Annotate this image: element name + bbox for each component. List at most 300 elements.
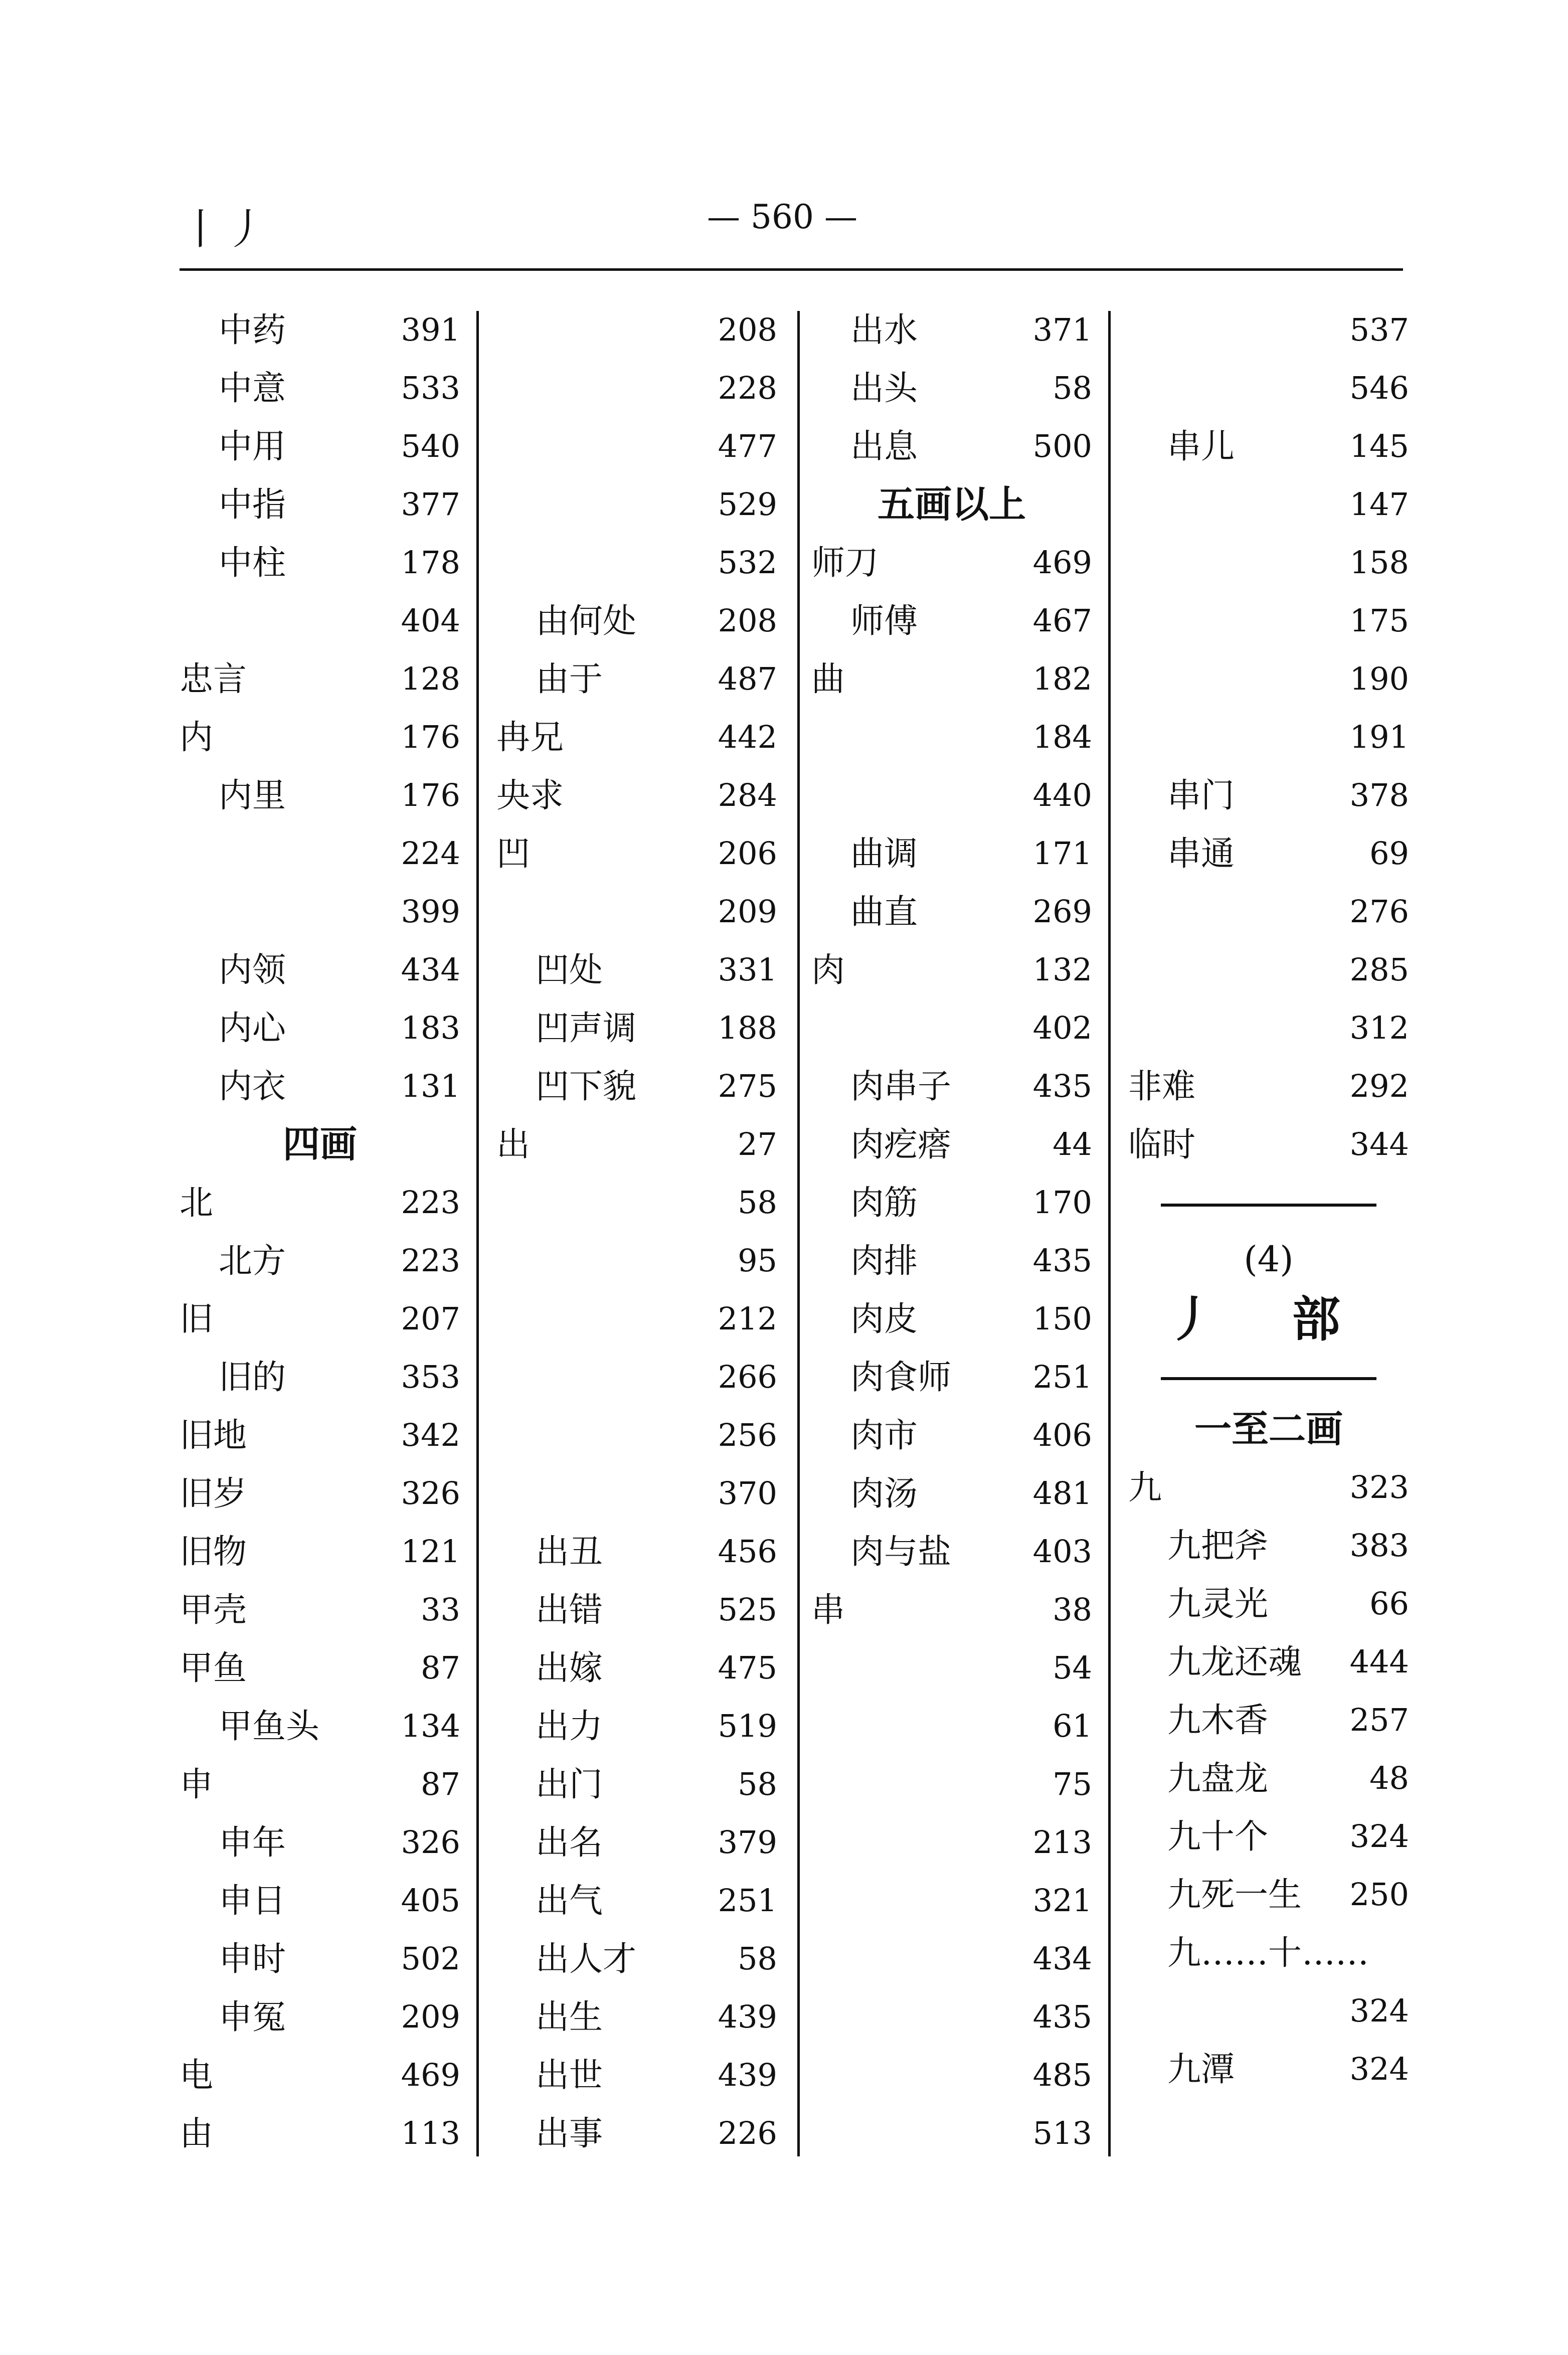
index-entry xyxy=(811,766,1092,824)
index-entry xyxy=(1128,475,1409,534)
index-entry xyxy=(180,1057,460,1115)
entry-page: 132 xyxy=(1032,951,1092,988)
entry-term: 由 xyxy=(180,2114,213,2153)
entry-term: 旧物 xyxy=(180,1532,247,1571)
index-entry xyxy=(496,417,777,475)
index-entry xyxy=(180,1697,460,1755)
entry-term: 出头 xyxy=(850,369,918,408)
entry-term: 电 xyxy=(180,2056,213,2095)
index-entry xyxy=(1128,1749,1409,1807)
entry-page: 377 xyxy=(401,486,460,523)
entry-page: 147 xyxy=(1349,486,1409,523)
entry-page: 95 xyxy=(738,1242,777,1279)
entry-term: 出息 xyxy=(850,427,918,466)
entry-page: 324 xyxy=(1349,1818,1409,1855)
index-entry xyxy=(180,1173,460,1232)
index-entry xyxy=(496,708,777,766)
entry-page: 257 xyxy=(1349,1702,1409,1738)
entry-page: 405 xyxy=(401,1882,460,1919)
entry-term: 甲壳 xyxy=(180,1590,247,1629)
entry-page: 324 xyxy=(1349,2051,1409,2087)
entry-page: 379 xyxy=(718,1824,777,1861)
index-entry xyxy=(180,359,460,417)
entry-page: 209 xyxy=(718,893,777,930)
entry-page: 537 xyxy=(1349,311,1409,348)
stroke-heading: 五画以上 xyxy=(878,483,1026,526)
entry-term: 出名 xyxy=(536,1823,603,1862)
entry-page: 444 xyxy=(1349,1643,1409,1680)
entry-term: 央求 xyxy=(496,776,564,815)
entry-page: 208 xyxy=(718,602,777,639)
index-entry xyxy=(496,1639,777,1697)
entry-page: 191 xyxy=(1349,719,1409,755)
entry-page: 58 xyxy=(738,1184,777,1221)
column-divider xyxy=(1108,311,1111,2156)
index-entry xyxy=(811,1813,1092,1872)
entry-page: 251 xyxy=(718,1882,777,1919)
index-entry xyxy=(180,1232,460,1290)
index-entry xyxy=(496,1872,777,1930)
index-entry xyxy=(180,708,460,766)
index-entry xyxy=(496,1348,777,1406)
section-rule xyxy=(1161,1204,1376,1207)
section-rule xyxy=(1161,1377,1376,1380)
entry-page: 58 xyxy=(738,1766,777,1802)
entry-term: 甲鱼 xyxy=(180,1648,247,1688)
entry-page: 477 xyxy=(718,428,777,464)
entry-page: 206 xyxy=(718,835,777,872)
entry-term: 由于 xyxy=(536,659,603,699)
entry-page: 540 xyxy=(401,428,460,464)
index-entry xyxy=(1128,1866,1409,1924)
index-entry xyxy=(496,1581,777,1639)
entry-page: 434 xyxy=(401,951,460,988)
column-divider xyxy=(797,311,800,2156)
entry-page: 213 xyxy=(1032,1824,1092,1861)
index-entry xyxy=(811,1057,1092,1115)
index-entry xyxy=(496,883,777,941)
entry-term: 出水 xyxy=(850,310,918,350)
entry-term: 旧 xyxy=(180,1299,213,1338)
entry-term: 凹 xyxy=(496,834,530,873)
entry-term: 肉串子 xyxy=(850,1067,951,1106)
index-entry xyxy=(811,1755,1092,1813)
index-column-1 xyxy=(180,301,460,2166)
entry-page: 58 xyxy=(1053,370,1092,406)
entry-term: 旧岁 xyxy=(180,1474,247,1513)
entry-page: 532 xyxy=(718,544,777,581)
index-entry xyxy=(180,2046,460,2104)
entry-page: 184 xyxy=(1032,719,1092,755)
index-entry xyxy=(811,1872,1092,1930)
index-entry xyxy=(1128,1691,1409,1749)
index-entry xyxy=(811,883,1092,941)
entry-term: 北方 xyxy=(219,1241,286,1280)
entry-term: 内 xyxy=(180,718,213,757)
index-column-2 xyxy=(496,301,777,2166)
entry-page: 475 xyxy=(718,1649,777,1686)
index-entry xyxy=(811,708,1092,766)
entry-term: 冉兄 xyxy=(496,718,564,757)
index-entry xyxy=(180,534,460,592)
index-entry xyxy=(811,1290,1092,1348)
index-entry xyxy=(1128,1057,1409,1115)
entry-page: 439 xyxy=(718,2057,777,2093)
index-entry xyxy=(496,999,777,1057)
index-entry xyxy=(496,359,777,417)
entry-page: 344 xyxy=(1349,1126,1409,1162)
entry-term: 肉食师 xyxy=(850,1358,951,1397)
entry-page: 481 xyxy=(1032,1475,1092,1511)
entry-term: 肉汤 xyxy=(850,1474,918,1513)
index-entry xyxy=(1128,359,1409,417)
entry-term: 串 xyxy=(811,1590,845,1629)
entry-page: 38 xyxy=(1053,1591,1092,1628)
index-entry xyxy=(1128,1517,1409,1575)
entry-term: 内里 xyxy=(219,776,286,815)
entry-page: 256 xyxy=(718,1417,777,1453)
index-entry xyxy=(811,2046,1092,2104)
entry-term: 九……十…… xyxy=(1167,1933,1369,1972)
entry-page: 487 xyxy=(718,660,777,697)
entry-term: 出 xyxy=(496,1125,530,1164)
entry-page: 58 xyxy=(738,1940,777,1977)
entry-term: 出嫁 xyxy=(536,1648,603,1688)
entry-page: 342 xyxy=(401,1417,460,1453)
entry-page: 312 xyxy=(1349,1010,1409,1046)
index-entry xyxy=(1128,1982,1409,2040)
index-entry xyxy=(811,999,1092,1057)
entry-page: 391 xyxy=(401,311,460,348)
entry-page: 502 xyxy=(401,1940,460,1977)
index-entry xyxy=(180,1348,460,1406)
index-entry xyxy=(811,1232,1092,1290)
index-entry xyxy=(180,1581,460,1639)
entry-page: 134 xyxy=(401,1708,460,1744)
index-entry xyxy=(811,1406,1092,1464)
entry-page: 183 xyxy=(401,1010,460,1046)
entry-term: 临时 xyxy=(1128,1125,1195,1164)
index-entry xyxy=(496,1755,777,1813)
entry-term: 中指 xyxy=(219,485,286,524)
entry-term: 出门 xyxy=(536,1765,603,1804)
index-entry xyxy=(1128,883,1409,941)
entry-page: 403 xyxy=(1032,1533,1092,1570)
index-entry xyxy=(496,592,777,650)
index-entry xyxy=(496,475,777,534)
entry-page: 331 xyxy=(718,951,777,988)
section-number: (4) xyxy=(1244,1239,1294,1280)
index-entry xyxy=(811,301,1092,359)
entry-term: 肉市 xyxy=(850,1416,918,1455)
entry-term: 串通 xyxy=(1167,834,1235,873)
entry-term: 由何处 xyxy=(536,601,636,640)
entry-page: 66 xyxy=(1369,1585,1409,1622)
entry-page: 383 xyxy=(1349,1527,1409,1564)
index-entry xyxy=(1128,1924,1409,1982)
index-entry xyxy=(811,592,1092,650)
index-column-4 xyxy=(1128,301,1409,2166)
entry-term: 出丑 xyxy=(536,1532,603,1571)
index-entry xyxy=(496,1697,777,1755)
index-entry xyxy=(1128,592,1409,650)
entry-page: 170 xyxy=(1032,1184,1092,1221)
entry-term: 申 xyxy=(180,1765,213,1804)
entry-page: 371 xyxy=(1032,311,1092,348)
index-entry xyxy=(180,650,460,708)
entry-page: 207 xyxy=(401,1300,460,1337)
index-entry xyxy=(496,650,777,708)
entry-page: 404 xyxy=(401,602,460,639)
entry-term: 内心 xyxy=(219,1008,286,1048)
entry-term: 中用 xyxy=(219,427,286,466)
entry-page: 212 xyxy=(718,1300,777,1337)
index-entry xyxy=(180,1988,460,2046)
entry-term: 九十个 xyxy=(1167,1817,1268,1856)
index-entry xyxy=(496,824,777,883)
index-entry xyxy=(180,1872,460,1930)
entry-term: 内衣 xyxy=(219,1067,286,1106)
entry-page: 87 xyxy=(421,1649,460,1686)
entry-page: 48 xyxy=(1369,1760,1409,1796)
entry-page: 251 xyxy=(1032,1359,1092,1395)
entry-term: 肉筋 xyxy=(850,1183,918,1222)
entry-page: 87 xyxy=(421,1766,460,1802)
index-entry xyxy=(1128,824,1409,883)
entry-term: 北 xyxy=(180,1183,213,1222)
entry-term: 出事 xyxy=(536,2114,603,2153)
stroke-heading: 四画 xyxy=(283,1123,357,1166)
page-number: — 560 — xyxy=(707,198,857,236)
index-entry xyxy=(1128,650,1409,708)
index-entry xyxy=(1128,301,1409,359)
index-entry xyxy=(496,941,777,999)
index-entry xyxy=(1128,1575,1409,1633)
index-entry xyxy=(811,1697,1092,1755)
entry-term: 肉皮 xyxy=(850,1299,918,1338)
index-entry xyxy=(811,2104,1092,2162)
index-entry xyxy=(811,534,1092,592)
entry-term: 旧地 xyxy=(180,1416,247,1455)
entry-page: 285 xyxy=(1349,951,1409,988)
entry-page: 276 xyxy=(1349,893,1409,930)
entry-term: 九 xyxy=(1128,1468,1162,1507)
index-entry xyxy=(1128,941,1409,999)
entry-page: 224 xyxy=(401,835,460,872)
entry-page: 176 xyxy=(401,719,460,755)
entry-term: 甲鱼头 xyxy=(219,1707,319,1746)
entry-page: 275 xyxy=(718,1068,777,1104)
entry-page: 158 xyxy=(1349,544,1409,581)
entry-page: 178 xyxy=(401,544,460,581)
entry-page: 182 xyxy=(1032,660,1092,697)
entry-page: 529 xyxy=(718,486,777,523)
index-entry xyxy=(180,1813,460,1872)
entry-page: 519 xyxy=(718,1708,777,1744)
entry-page: 469 xyxy=(1032,544,1092,581)
entry-page: 145 xyxy=(1349,428,1409,464)
entry-page: 209 xyxy=(401,1998,460,2035)
page-header xyxy=(0,0,1568,281)
index-entry xyxy=(180,475,460,534)
entry-page: 150 xyxy=(1032,1300,1092,1337)
entry-term: 肉 xyxy=(811,950,845,989)
index-entry xyxy=(1128,534,1409,592)
index-entry xyxy=(811,824,1092,883)
entry-page: 546 xyxy=(1349,370,1409,406)
section-block xyxy=(1128,1204,1409,1458)
index-entry xyxy=(496,1523,777,1581)
index-entry xyxy=(1128,417,1409,475)
entry-page: 324 xyxy=(1349,1992,1409,2029)
entry-page: 406 xyxy=(1032,1417,1092,1453)
index-entry xyxy=(811,650,1092,708)
entry-page: 399 xyxy=(401,893,460,930)
entry-term: 出错 xyxy=(536,1590,603,1629)
entry-page: 128 xyxy=(401,660,460,697)
entry-page: 485 xyxy=(1032,2057,1092,2093)
stroke-heading: 一至二画 xyxy=(1194,1408,1343,1451)
index-entry xyxy=(811,1173,1092,1232)
index-entry xyxy=(180,1406,460,1464)
radical-label: 丨丿 xyxy=(180,205,270,254)
index-entry xyxy=(811,417,1092,475)
index-entry xyxy=(811,1348,1092,1406)
entry-page: 442 xyxy=(718,719,777,755)
index-entry xyxy=(180,2104,460,2162)
entry-term: 师傅 xyxy=(850,601,918,640)
entry-term: 申冤 xyxy=(219,1997,286,2037)
entry-page: 500 xyxy=(1032,428,1092,464)
entry-page: 250 xyxy=(1349,1876,1409,1913)
entry-term: 九灵光 xyxy=(1167,1584,1268,1623)
index-entry xyxy=(496,534,777,592)
index-entry xyxy=(496,2046,777,2104)
index-entry xyxy=(1128,999,1409,1057)
index-entry xyxy=(811,1930,1092,1988)
index-entry xyxy=(180,592,460,650)
entry-term: 中药 xyxy=(219,310,286,350)
index-entry xyxy=(1128,1633,1409,1691)
entry-page: 326 xyxy=(401,1475,460,1511)
entry-term: 九木香 xyxy=(1167,1701,1268,1740)
index-entry xyxy=(496,1988,777,2046)
entry-term: 肉疙瘩 xyxy=(850,1125,951,1164)
entry-page: 176 xyxy=(401,777,460,813)
entry-page: 33 xyxy=(421,1591,460,1628)
entry-page: 223 xyxy=(401,1242,460,1279)
entry-term: 中柱 xyxy=(219,543,286,582)
index-entry xyxy=(1128,766,1409,824)
index-entry xyxy=(811,1988,1092,2046)
index-entry xyxy=(496,1464,777,1523)
entry-page: 228 xyxy=(718,370,777,406)
index-entry xyxy=(180,1930,460,1988)
index-entry xyxy=(180,999,460,1057)
index-entry xyxy=(496,2104,777,2162)
index-entry xyxy=(180,1290,460,1348)
index-entry xyxy=(180,1755,460,1813)
index-column-3 xyxy=(811,301,1092,2166)
entry-term: 凹处 xyxy=(536,950,603,989)
entry-term: 曲 xyxy=(811,659,845,699)
entry-term: 忠言 xyxy=(180,659,247,699)
entry-term: 肉与盐 xyxy=(850,1532,951,1571)
index-entry xyxy=(496,1406,777,1464)
entry-page: 226 xyxy=(718,2115,777,2151)
entry-page: 208 xyxy=(718,311,777,348)
entry-page: 370 xyxy=(718,1475,777,1511)
entry-term: 申年 xyxy=(219,1823,286,1862)
index-entry xyxy=(496,1813,777,1872)
entry-page: 326 xyxy=(401,1824,460,1861)
index-entry xyxy=(180,941,460,999)
index-entry xyxy=(180,883,460,941)
index-entry xyxy=(496,1057,777,1115)
index-entry xyxy=(811,1523,1092,1581)
index-entry xyxy=(496,766,777,824)
index-entry xyxy=(496,301,777,359)
entry-term: 出生 xyxy=(536,1997,603,2037)
entry-page: 284 xyxy=(718,777,777,813)
entry-page: 439 xyxy=(718,1998,777,2035)
index-entry xyxy=(180,1639,460,1697)
index-entry xyxy=(496,1173,777,1232)
entry-page: 175 xyxy=(1349,602,1409,639)
entry-term: 串儿 xyxy=(1167,427,1235,466)
entry-term: 曲调 xyxy=(850,834,918,873)
index-entry xyxy=(811,1464,1092,1523)
column-divider xyxy=(476,311,479,2156)
entry-term: 出力 xyxy=(536,1707,603,1746)
entry-term: 申日 xyxy=(219,1881,286,1920)
entry-term: 师刀 xyxy=(811,543,879,582)
index-entry xyxy=(811,1581,1092,1639)
entry-page: 435 xyxy=(1032,1068,1092,1104)
entry-page: 61 xyxy=(1053,1708,1092,1744)
index-entry xyxy=(496,1290,777,1348)
entry-term: 中意 xyxy=(219,369,286,408)
index-entry xyxy=(811,1115,1092,1173)
entry-term: 非难 xyxy=(1128,1067,1195,1106)
entry-term: 九把斧 xyxy=(1167,1526,1268,1565)
entry-term: 出气 xyxy=(536,1881,603,1920)
entry-page: 513 xyxy=(1032,2115,1092,2151)
index-entry xyxy=(811,941,1092,999)
section-title: 丿 部 xyxy=(1167,1291,1370,1348)
entry-page: 321 xyxy=(1032,1882,1092,1919)
index-entry xyxy=(496,1930,777,1988)
entry-page: 467 xyxy=(1032,602,1092,639)
index-entry xyxy=(180,301,460,359)
entry-page: 435 xyxy=(1032,1998,1092,2035)
entry-term: 串门 xyxy=(1167,776,1235,815)
index-entry xyxy=(811,1639,1092,1697)
entry-term: 旧的 xyxy=(219,1358,286,1397)
entry-term: 出世 xyxy=(536,2056,603,2095)
index-entry xyxy=(180,417,460,475)
index-entry xyxy=(180,766,460,824)
header-rule xyxy=(180,268,1403,271)
index-entry xyxy=(180,1523,460,1581)
entry-page: 469 xyxy=(401,2057,460,2093)
index-entry xyxy=(496,1115,777,1173)
entry-page: 402 xyxy=(1032,1010,1092,1046)
entry-page: 434 xyxy=(1032,1940,1092,1977)
index-entry xyxy=(1128,1115,1409,1173)
entry-term: 曲直 xyxy=(850,892,918,931)
entry-term: 凹声调 xyxy=(536,1008,636,1048)
